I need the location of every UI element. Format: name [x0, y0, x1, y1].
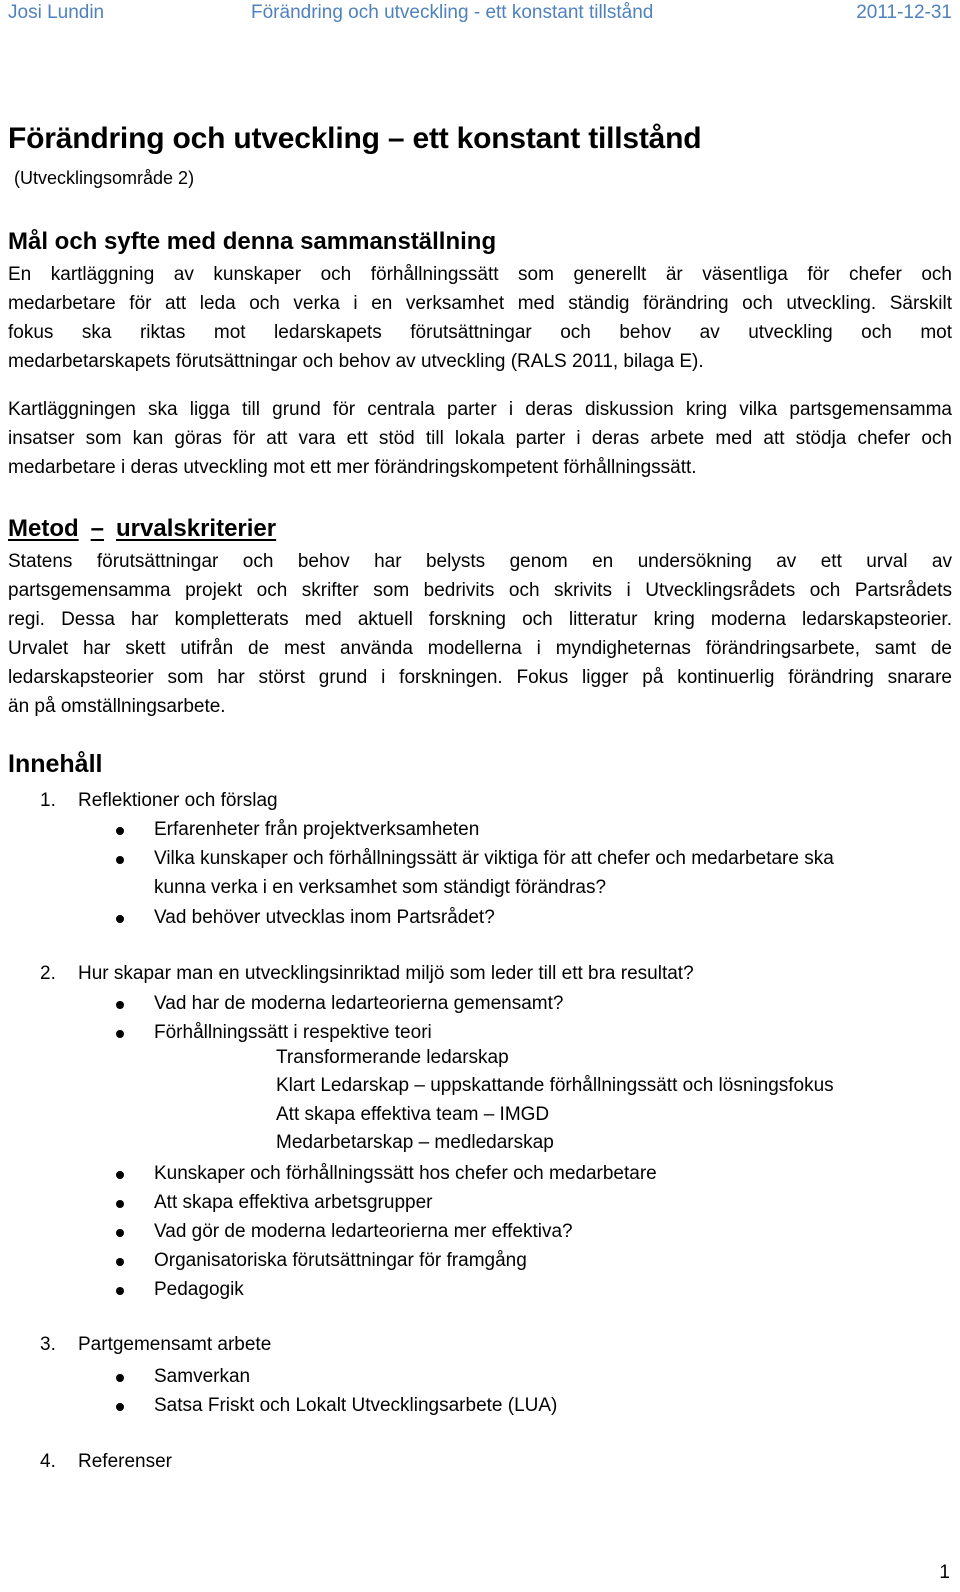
- paragraph-line: insatser som kan göras för att vara ett stöd till lokala parter i deras arbete med att stödja chefer och: [8, 428, 952, 449]
- paragraph-line: Urvalet har skett utifrån de mest använda modellerna i myndigheternas förändringsarbete, samt de: [8, 638, 952, 659]
- paragraph-line: Kartläggningen ska ligga till grund för centrala parter i deras diskussion kring vilka partsgemensamma: [8, 399, 952, 420]
- contents-item-4: [40, 1451, 172, 1473]
- bullet-icon: [116, 1030, 124, 1038]
- contents-item-1: [40, 790, 278, 812]
- contents-item-3: [40, 1334, 271, 1356]
- heading-criteria-word: urvalskriterier: [116, 515, 277, 542]
- header-doc-title: Förändring och utveckling - ett konstant tillstånd: [251, 2, 654, 23]
- contents-number: 4.: [40, 1451, 56, 1472]
- bullet-icon: [116, 1229, 124, 1237]
- sub-item: Att skapa effektiva team – IMGD: [276, 1104, 550, 1125]
- bullet-icon: [116, 1171, 124, 1179]
- heading-method-word: Metod: [8, 515, 79, 542]
- bullet-icon: [116, 1287, 124, 1295]
- paragraph-line: medarbetare för att leda och verka i en verksamhet med ständig förändring och utveckling. Särskilt: [8, 293, 952, 314]
- bullet-icon: [116, 1001, 124, 1009]
- paragraph-line: En kartläggning av kunskaper och förhållningssätt som generellt är väsentliga för chefer och: [8, 264, 952, 285]
- header-author: Josi Lundin: [8, 2, 105, 23]
- section-heading-method: [8, 515, 276, 543]
- contents-heading: Innehåll: [8, 750, 103, 778]
- contents-label: Partgemensamt arbete: [78, 1334, 272, 1355]
- paragraph-mapping: [8, 395, 952, 482]
- document-page: Josi Lundin Förändring och utveckling - ett konstant tillstånd 2011-12-31 Förändring och utveckling – ett konstant tillstånd (Utvecklingsområde 2) Mål och syfte med denna sammanställning En kartläggning av kunskaper och förhållningssätt som generellt är väsentliga för chefer och medarbetare för att leda och verka i en verksamhet med ständig förändring och utveckling. Särskilt fokus ska riktas mot ledarskapets förutsättningar och behov av utveckling och mot medarbetarskapets förutsättningar och behov av utveckling (RALS 2011, bilaga E). Kartläggningen ska ligga till grund för centrala parter i deras diskussion kring vilka partsgemensamma insatser som kan göras för att vara ett stöd till lokala parter i deras arbete med att stödja chefer och medarbetare i deras utveckling mot ett mer förändringskompetent förhållningssätt. Metod – urvalskriterier Statens förutsättningar och behov har belysts genom en undersökning av ett urval av partsgemensamma projekt och skrifter som bedrivits och skrivits i Utvecklingsrådets och Partsrådets regi. Dessa har kompletterats med aktuell forskning och litteratur kring moderna ledarskapsteorier. Urvalet har skett utifrån de mest använda modellerna i myndigheternas förändringsarbete, samt de ledarskapsteorier som har störst grund i forskningen. Fokus ligger på kontinuerlig förändring snarare än på omställningsarbete. Innehåll 1. Reflektioner och förslag Erfarenheter från projektverksamheten Vilka kunskaper och förhållningssätt är viktiga för att chefer och medarbetare ska kunna verka i en verksamhet som ständigt förändras? Vad behöver utvecklas inom Partsrådet? 2. Hur skapar man en utvecklingsinriktad miljö som leder till ett bra resultat? Vad har de moderna ledarteorierna gemensamt? Förhållningssätt i respektive teori Transformerande ledarskap Klart Ledarskap – uppskattande förhållningssätt och lösningsfokus Att skapa effektiva team – IMGD Medarbetarskap – medledarskap Kunskaper och förhållningssätt hos chefer och medarbetare Att skapa effektiva arbetsgrupper Vad gör de moderna ledarteorierna mer effektiva? Organisatoriska förutsättningar för framgång Pedagogik 3. Partgemensamt arbete Samverkan Satsa Friskt och Lokalt Utvecklingsarbete (LUA) 4. Referenser 1: [8, 2, 952, 1583]
- paragraph-line: medarbetare i deras utveckling mot ett mer förändringskompetent förhållningssätt.: [8, 457, 697, 478]
- section-heading-goal: Mål och syfte med denna sammanställning: [8, 228, 497, 255]
- bullet-icon: [116, 827, 124, 835]
- paragraph-line: regi. Dessa har kompletterats med aktuell forskning och litteratur kring moderna ledarskapsteorier.: [8, 609, 952, 630]
- sub-item: Medarbetarskap – medledarskap: [276, 1132, 554, 1153]
- bullet-icon: [116, 856, 124, 864]
- bullet-icon: [116, 1403, 124, 1411]
- contents-label: Hur skapar man en utvecklingsinriktad miljö som leder till ett bra resultat?: [78, 963, 694, 984]
- sub-item: Klart Ledarskap – uppskattande förhållningssätt och lösningsfokus: [276, 1075, 834, 1096]
- page-title: Förändring och utveckling – ett konstant tillstånd: [8, 122, 702, 155]
- paragraph-line: fokus ska riktas mot ledarskapets förutsättningar och behov av utveckling och mot: [8, 322, 952, 343]
- contents-number: 2.: [40, 963, 56, 984]
- bullet-icon: [116, 1200, 124, 1208]
- contents-item-2: [40, 963, 694, 985]
- paragraph-goal: [8, 260, 952, 376]
- contents-label: Reflektioner och förslag: [78, 790, 278, 811]
- page-number: 1: [939, 1562, 950, 1583]
- bullet-icon: [116, 915, 124, 923]
- bullet-icon: [116, 1374, 124, 1382]
- contents-number: 1.: [40, 790, 56, 811]
- header-date: 2011-12-31: [856, 2, 952, 23]
- paragraph-line: Statens förutsättningar och behov har belysts genom en undersökning av ett urval av: [8, 551, 952, 572]
- paragraph-line: ledarskapsteorier som har störst grund i forskningen. Fokus ligger på kontinuerlig förändring snarare: [8, 667, 952, 688]
- bullet-icon: [116, 1258, 124, 1266]
- contents-label: Referenser: [78, 1451, 172, 1472]
- paragraph-line: än på omställningsarbete.: [8, 696, 226, 717]
- page-subtitle: (Utvecklingsområde 2): [14, 168, 195, 188]
- sub-item: Transformerande ledarskap: [276, 1047, 509, 1068]
- contents-number: 3.: [40, 1334, 56, 1355]
- paragraph-method: [8, 547, 952, 721]
- heading-dash: –: [90, 515, 105, 542]
- paragraph-line: partsgemensamma projekt och skrifter som bedrivits och skrivits i Utvecklingsrådets och Partsrådets: [8, 580, 952, 601]
- paragraph-line: medarbetarskapets förutsättningar och behov av utveckling (RALS 2011, bilaga E).: [8, 351, 704, 372]
